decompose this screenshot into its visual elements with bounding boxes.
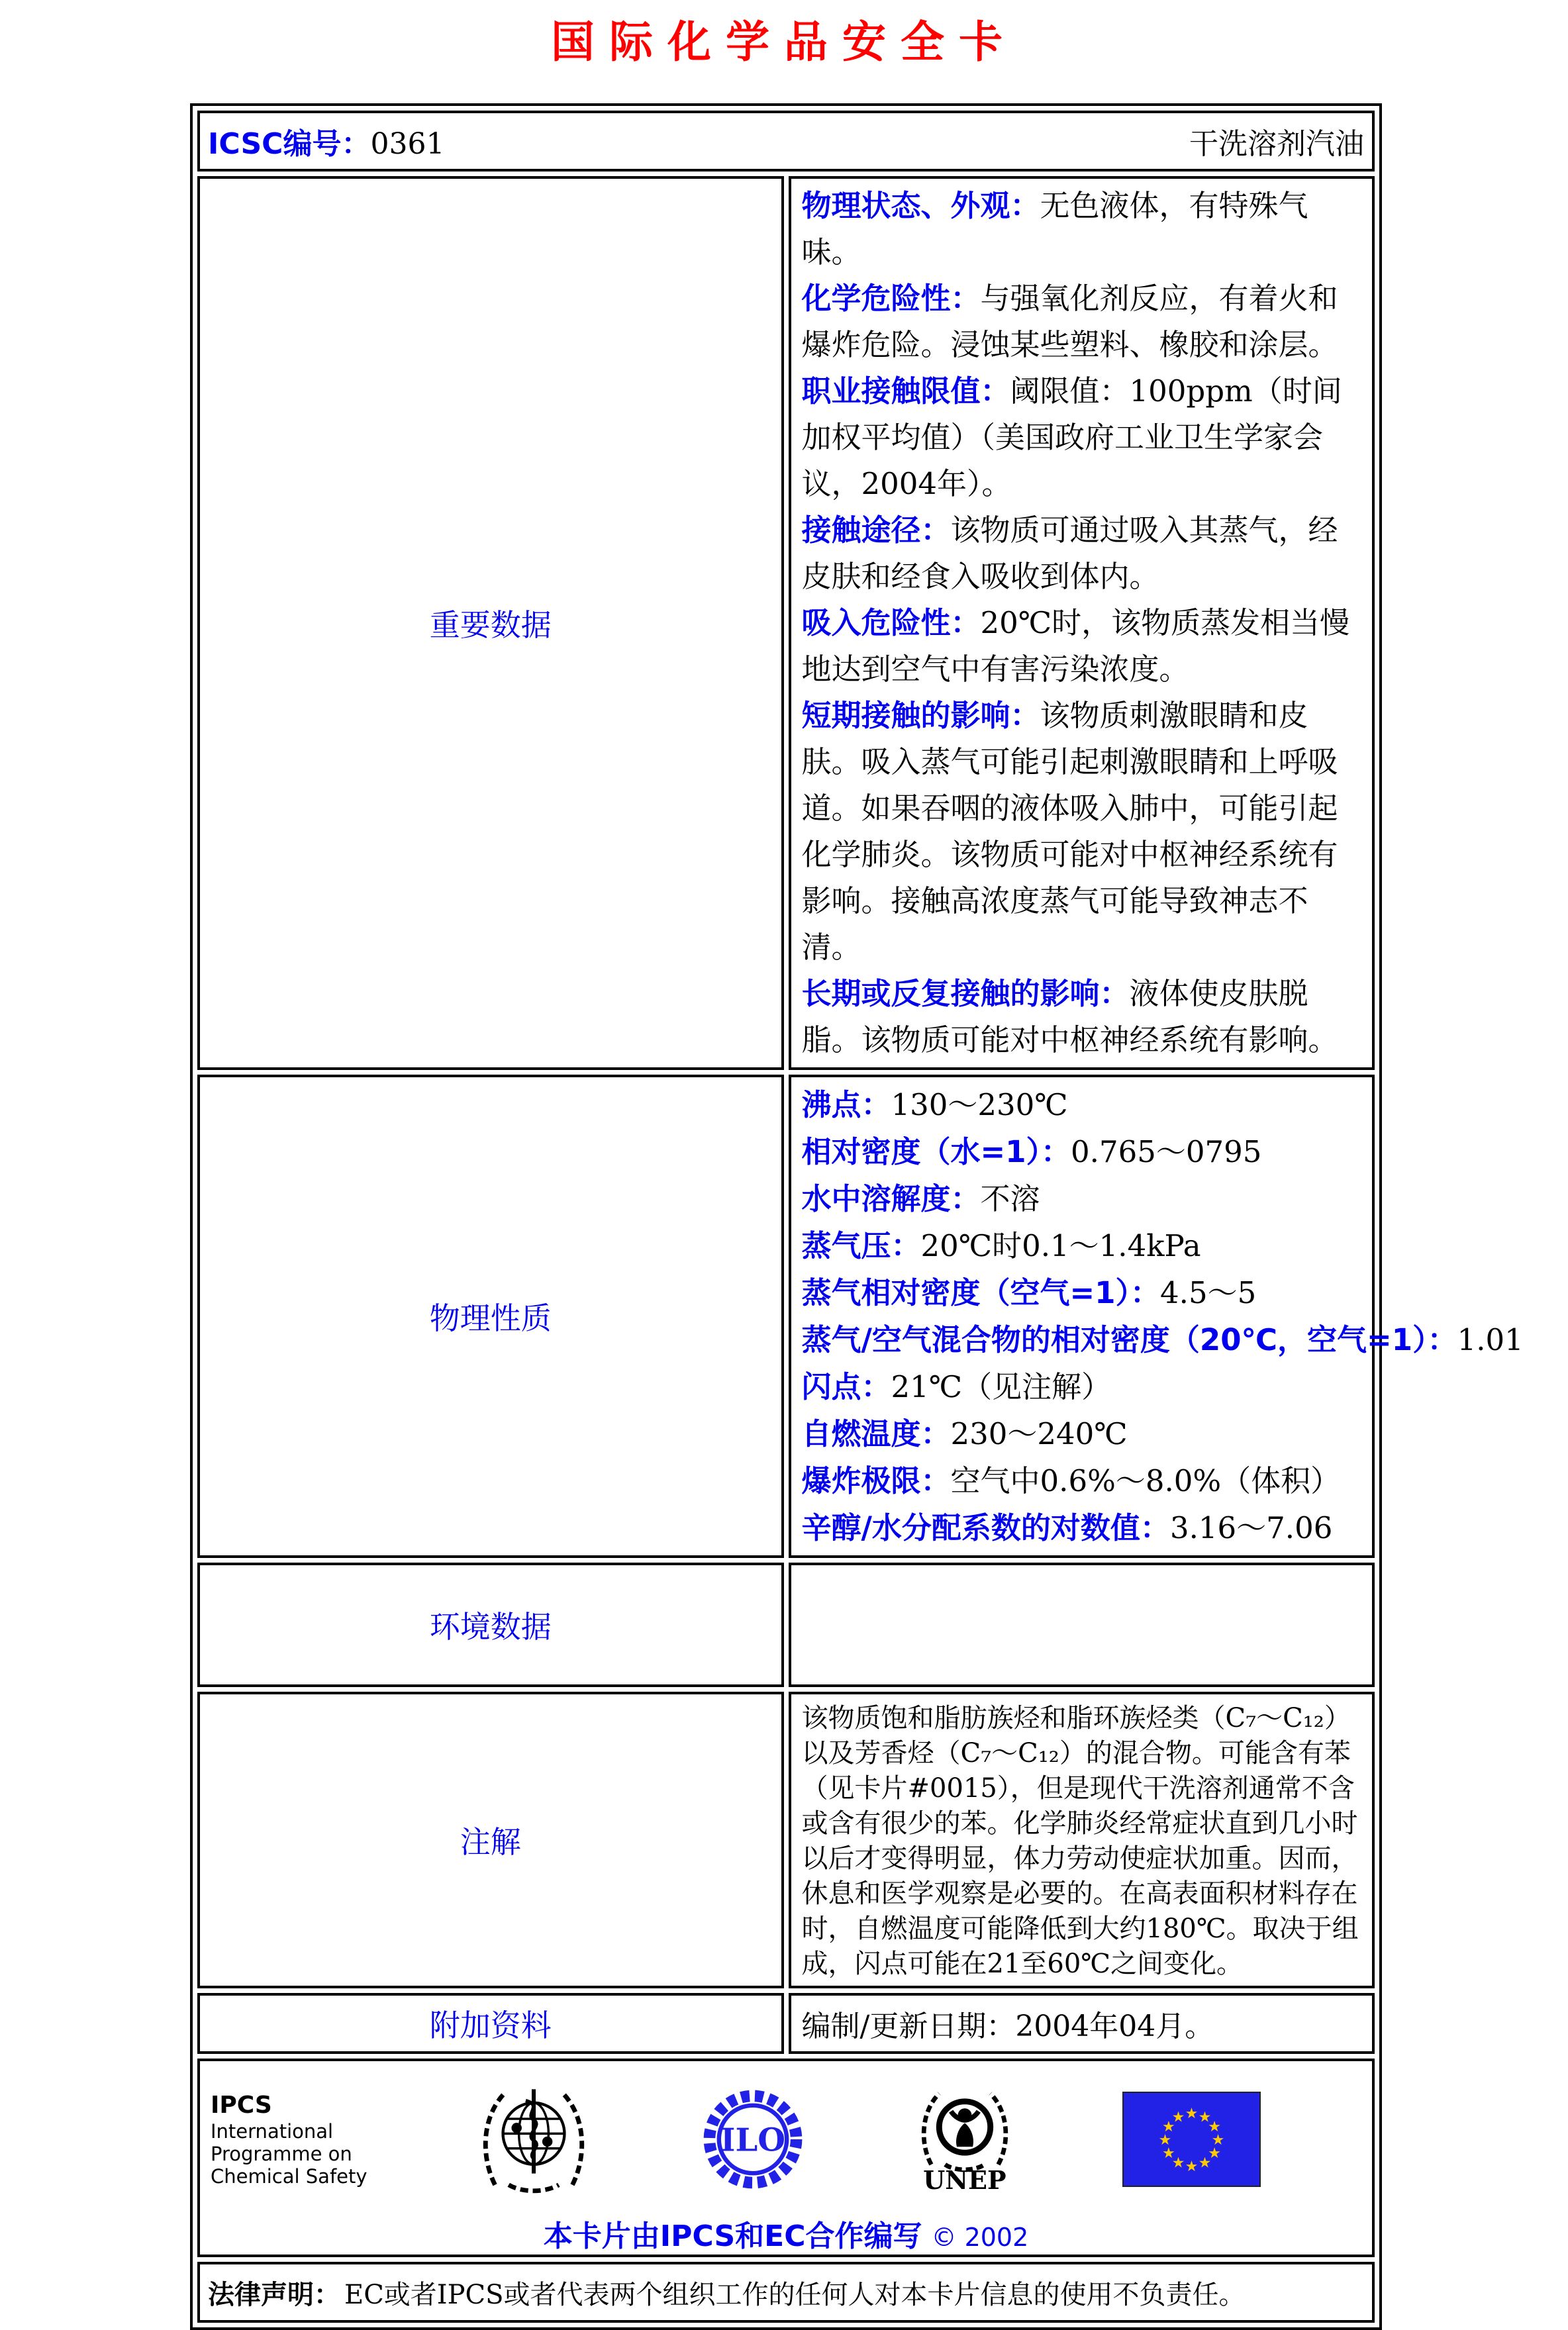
- item-text: 20℃时，该物质蒸发相当慢地达到空气中有害污染浓度。: [801, 605, 1350, 687]
- svg-text:★: ★: [1171, 2109, 1185, 2126]
- item-label: 自燃温度：: [801, 1416, 951, 1451]
- physical-property-item: [802, 1457, 1362, 1504]
- ipcs-line: International: [211, 2120, 334, 2143]
- item-label: 蒸气/空气混合物的相对密度（20℃，空气=1）：: [801, 1322, 1457, 1357]
- physical-properties-row: [197, 1075, 1375, 1558]
- item-text: 该物质刺激眼睛和皮肤。吸入蒸气可能引起刺激眼睛和上呼吸道。如果吞咽的液体吸入肺中，可能引起化学肺炎。该物质可能对中枢神经系统有影响。接触高浓度蒸气可能导致神志不清。: [801, 698, 1338, 965]
- item-label: 吸入危险性：: [801, 605, 981, 640]
- important-data-item: [802, 368, 1362, 507]
- legal-label: 法律声明：: [208, 2279, 340, 2310]
- legal-text: EC或者IPCS或者代表两个组织工作的任何人对本卡片信息的使用不负责任。: [344, 2279, 1246, 2310]
- ipcs-line: Programme on: [211, 2143, 352, 2165]
- item-label: 长期或反复接触的影响：: [801, 976, 1130, 1011]
- important-data-item: [802, 971, 1362, 1063]
- item-text: 空气中0.6%～8.0%（体积）: [950, 1463, 1341, 1498]
- item-label: 水中溶解度：: [801, 1181, 981, 1216]
- item-text: 与强氧化剂反应，有着火和爆炸危险。浸蚀某些塑料、橡胶和涂层。: [801, 281, 1338, 362]
- item-text: 21℃（见注解）: [891, 1369, 1112, 1404]
- item-text: 该物质可通过吸入其蒸气，经皮肤和经食入吸收到体内。: [801, 512, 1338, 594]
- important-data-item: [802, 183, 1362, 275]
- item-label: 相对密度（水=1）：: [801, 1134, 1071, 1169]
- svg-text:★: ★: [1198, 2109, 1212, 2126]
- item-label: 辛醇/水分配系数的对数值：: [801, 1510, 1170, 1545]
- item-label: 接触途径：: [801, 512, 951, 548]
- item-label: 爆炸极限：: [801, 1463, 951, 1498]
- additional-info-row: [197, 1993, 1375, 2054]
- important-data-item: [802, 507, 1362, 600]
- ipcs-block: [211, 2091, 368, 2188]
- card-title: 国际化学品安全卡: [551, 17, 1017, 68]
- item-text: 130～230℃: [891, 1087, 1068, 1122]
- unep-logo: [915, 2086, 1014, 2193]
- icsc-number-label: ICSC编号：: [208, 127, 371, 161]
- eu-flag-icon: [1124, 2093, 1259, 2186]
- svg-text:★: ★: [1171, 2155, 1185, 2172]
- svg-text:★: ★: [1162, 2119, 1175, 2135]
- section-label-additional-info: 附加资料: [197, 1993, 784, 2054]
- item-label: 蒸气相对密度（空气=1）：: [801, 1275, 1161, 1310]
- physical-property-item: [802, 1410, 1362, 1457]
- item-label: 化学危险性：: [801, 281, 981, 316]
- notes-text: 该物质饱和脂肪族烃和脂环族烃类（C₇～C₁₂）以及芳香烃（C₇～C₁₂）的混合物。可能含有苯（见卡片#0015），但是现代干洗溶剂通常不含或含有很少的苯。化学肺炎经常症状直到几小时以后才变得明显，体力劳动使症状加重。因而，休息和医学观察是必要的。在高表面积材料存在时，自燃温度可能降低到大约180℃。取决于组成，闪点可能在21至60℃之间变化。: [801, 1703, 1359, 1979]
- ipcs-abbr: IPCS: [211, 2092, 272, 2119]
- item-label: 职业接触限值：: [801, 373, 1010, 409]
- card-table: [190, 103, 1524, 2330]
- svg-text:★: ★: [1158, 2132, 1172, 2149]
- ilo-logo-icon: [700, 2086, 806, 2192]
- physical-property-item: [802, 1175, 1362, 1222]
- svg-text:ILO: ILO: [720, 2121, 785, 2159]
- who-logo-icon: [477, 2082, 591, 2196]
- item-label: 沸点：: [801, 1087, 891, 1122]
- svg-text:★: ★: [1185, 2106, 1199, 2122]
- unep-caption: UNEP: [923, 2165, 1006, 2195]
- item-label: 短期接触的影响：: [801, 698, 1040, 733]
- physical-property-item: [802, 1081, 1362, 1128]
- svg-text:★: ★: [1162, 2145, 1175, 2162]
- legal-row: [197, 2262, 1375, 2323]
- icsc-number: 0361: [370, 127, 445, 161]
- ipcs-line: Chemical Safety: [211, 2165, 368, 2188]
- item-label: 闪点：: [801, 1369, 891, 1404]
- environmental-data-empty: [802, 1569, 1362, 1680]
- item-text: 230～240℃: [950, 1416, 1128, 1451]
- physical-property-item: [802, 1363, 1362, 1410]
- section-label-important-data: 重要数据: [197, 176, 784, 1070]
- section-label-environmental-data: 环境数据: [197, 1563, 784, 1687]
- svg-text:★: ★: [1208, 2145, 1221, 2162]
- item-label: 蒸气压：: [801, 1228, 921, 1263]
- item-text: 3.16～7.06: [1169, 1510, 1333, 1545]
- copyright: © 2002: [931, 2223, 1029, 2252]
- credit-text: 本卡片由IPCS和EC合作编写: [543, 2219, 922, 2253]
- item-label: 物理状态、外观：: [801, 188, 1040, 223]
- item-text: 无色液体，有特殊气味。: [801, 188, 1308, 269]
- important-data-item: [802, 693, 1362, 971]
- svg-text:★: ★: [1208, 2119, 1221, 2135]
- svg-text:★: ★: [1185, 2159, 1199, 2175]
- item-text: 0.765～0795: [1071, 1134, 1262, 1169]
- section-label-notes: 注解: [197, 1692, 784, 1988]
- item-text: 1.01: [1457, 1322, 1524, 1357]
- substance-name: 干洗溶剂汽油: [1189, 127, 1364, 161]
- notes-row: [197, 1692, 1375, 1988]
- physical-property-item: [802, 1269, 1362, 1316]
- item-text: 不溶: [980, 1181, 1040, 1216]
- physical-property-item: [802, 1504, 1362, 1551]
- svg-text:★: ★: [1211, 2132, 1225, 2149]
- additional-info-text: 编制/更新日期：2004年04月。: [801, 2010, 1214, 2043]
- section-label-physical-properties: 物理性质: [197, 1075, 784, 1558]
- important-data-item: [802, 600, 1362, 693]
- icsc-number-group: [208, 120, 444, 162]
- item-text: 20℃时0.1～1.4kPa: [920, 1228, 1201, 1263]
- important-data-item: [802, 275, 1362, 368]
- item-text: 阈限值：100ppm（时间加权平均值）（美国政府工业卫生学家会议，2004年）。: [801, 373, 1342, 501]
- logos-row: [197, 2059, 1375, 2257]
- credit-line: [200, 2212, 1372, 2255]
- physical-property-item: [802, 1128, 1362, 1175]
- item-text: 液体使皮肤脱脂。该物质可能对中枢神经系统有影响。: [801, 976, 1338, 1057]
- environmental-data-row: [197, 1563, 1375, 1687]
- physical-property-item: [801, 1316, 1524, 1363]
- important-data-row: [197, 176, 1375, 1070]
- physical-property-item: [802, 1222, 1362, 1269]
- header-row: [197, 111, 1375, 171]
- svg-text:★: ★: [1198, 2155, 1212, 2172]
- item-text: 4.5～5: [1160, 1275, 1257, 1310]
